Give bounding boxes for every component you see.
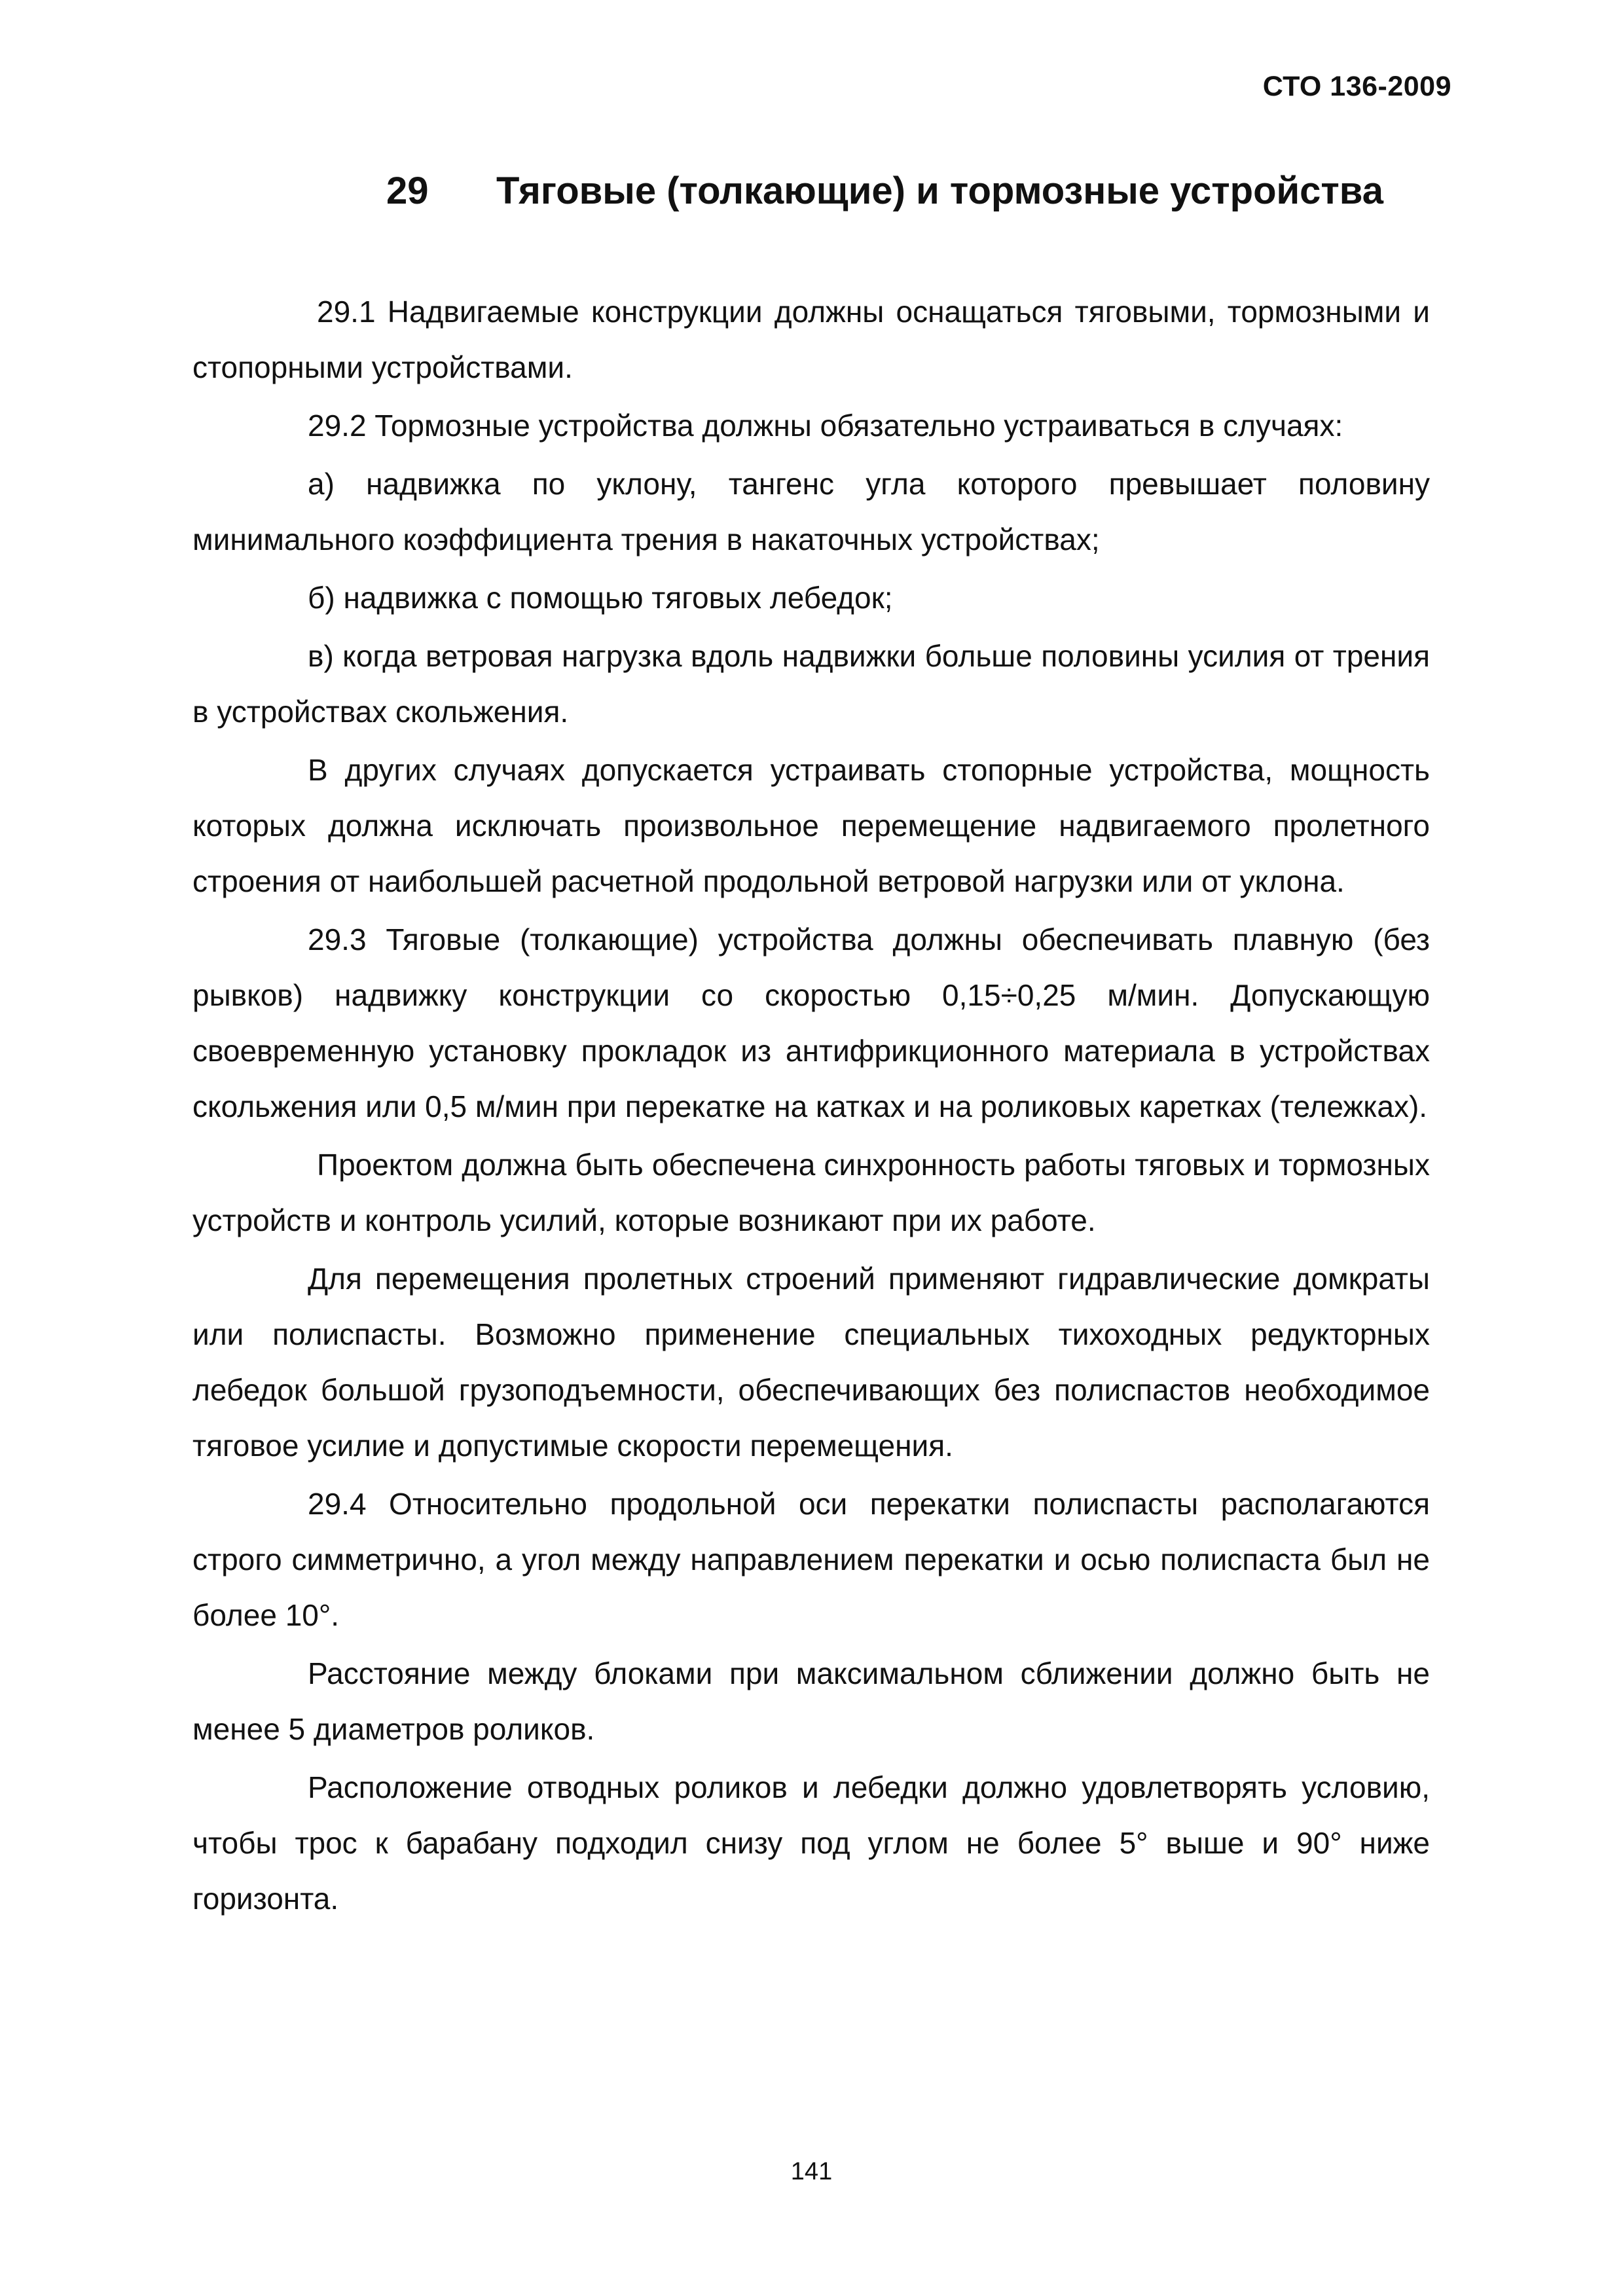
paragraph-other-cases: В других случаях допускается устраивать стопорные устройства, мощность которых должна исключать произвольное перемещение надвигаемого пролетного строения от наибольшей расчетной продольной ветровой нагрузки или от уклона. xyxy=(192,753,1430,898)
list-item-a: а) надвижка по уклону, тангенс угла которого превышает половину минимального коэффициента трения в накаточных устройствах; xyxy=(192,467,1430,556)
page-number: 141 xyxy=(790,2158,833,2185)
document-code: СТО 136-2009 xyxy=(1262,71,1451,102)
body-text xyxy=(192,284,1430,1927)
paragraph-29-2: 29.2 Тормозные устройства должны обязательно устраиваться в случаях: xyxy=(308,409,1343,443)
section-heading xyxy=(386,169,1383,213)
paragraph-29-3: 29.3 Тяговые (толкающие) устройства должны обеспечивать плавную (без рывков) надвижку конструкции со скоростью 0,15÷0,25 м/мин. Допускающую своевременную установку прокладок из антифрикционного материала в устройствах скольжения или 0,5 м/мин при перекатке на катках и на роликовых каретках (тележках). xyxy=(192,922,1430,1123)
section-title-text: Тяговые (толкающие) и тормозные устройства xyxy=(496,170,1383,212)
paragraph-project-sync: Проектом должна быть обеспечена синхронность работы тяговых и тормозных устройств и контроль усилий, которые возникают при их работе. xyxy=(192,1148,1430,1237)
paragraph-29-1: 29.1 Надвигаемые конструкции должны оснащаться тяговыми, тормозными и стопорными устройствами. xyxy=(192,295,1430,384)
paragraph-29-4: 29.4 Относительно продольной оси перекатки полиспасты располагаются строго симметрично, а угол между направлением перекатки и осью полиспаста был не более 10°. xyxy=(192,1487,1430,1632)
paragraph-roller-placement: Расположение отводных роликов и лебедки должно удовлетворять условию, чтобы трос к барабану подходил снизу под углом не более 5° выше и 90° ниже горизонта. xyxy=(192,1770,1430,1916)
paragraph-block-distance: Расстояние между блоками при максимальном сближении должно быть не менее 5 диаметров роликов. xyxy=(192,1656,1430,1746)
paragraph-jacks-pulleys: Для перемещения пролетных строений применяют гидравлические домкраты или полиспасты. Возможно применение специальных тихоходных редукторных лебедок большой грузоподъемности, обеспечивающих без полиспастов необходимое тяговое усилие и допустимые скорости перемещения. xyxy=(192,1262,1430,1463)
section-number: 29 xyxy=(386,170,429,212)
list-item-v: в) когда ветровая нагрузка вдоль надвижки больше половины усилия от трения в устройствах скольжения. xyxy=(192,639,1430,729)
list-item-b: б) надвижка с помощью тяговых лебедок; xyxy=(308,581,893,615)
